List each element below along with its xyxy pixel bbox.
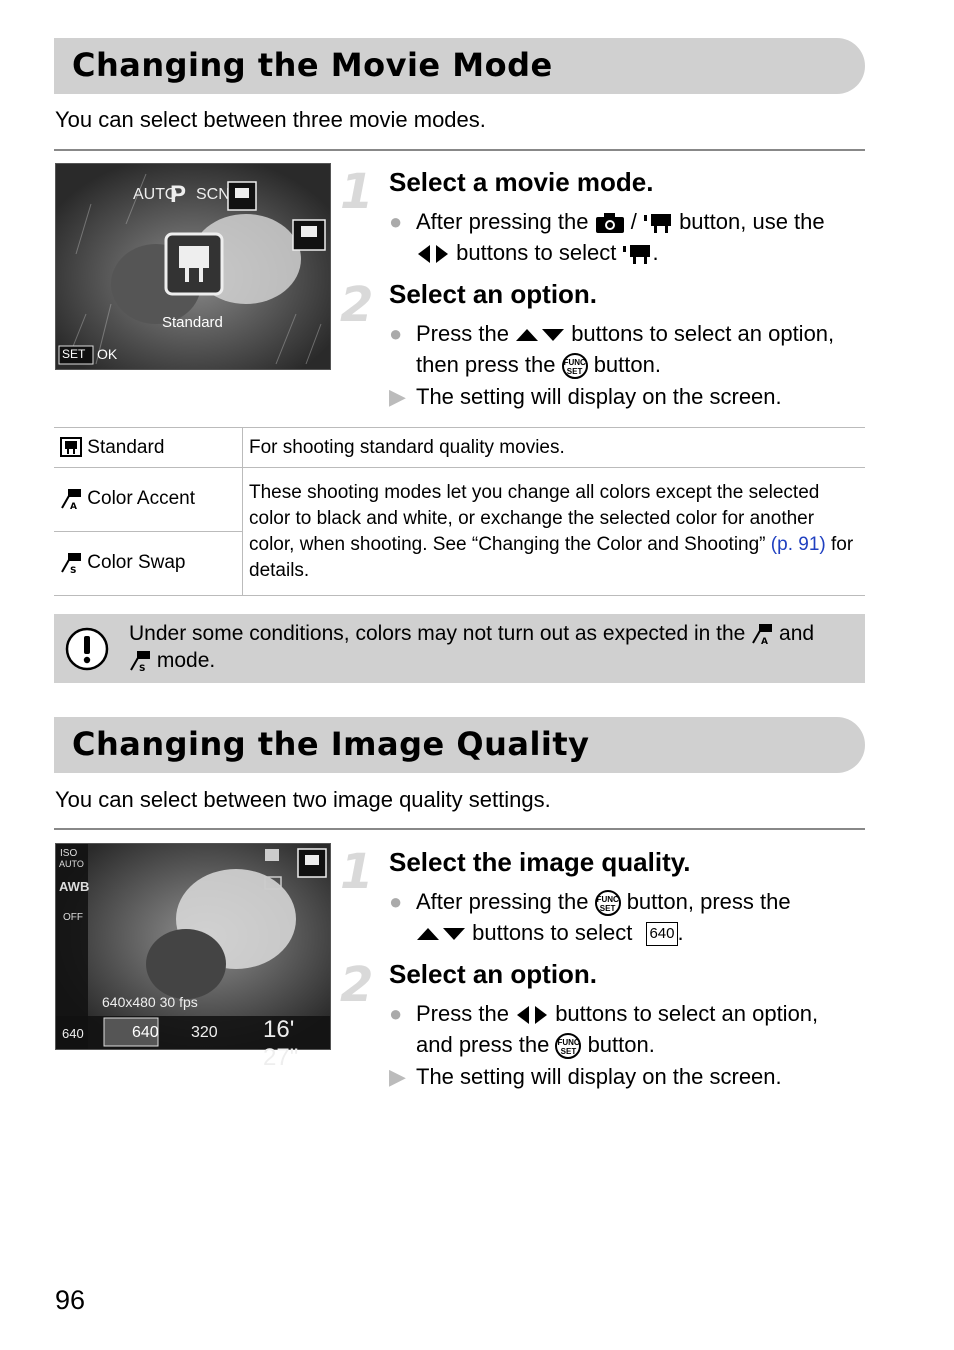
step-result: ▶ The setting will display on the screen.: [389, 1061, 869, 1092]
func-set-button-icon: FUNC SET: [562, 353, 588, 379]
table-row: [54, 428, 865, 468]
section-intro: You can select between three movie modes.: [55, 107, 486, 132]
step-title: Select the image quality.: [389, 847, 691, 877]
step-title: Select a movie mode.: [389, 167, 654, 197]
camera-screen-image-quality: [55, 843, 331, 1071]
func-set-button-icon: FUNC SET: [555, 1033, 581, 1059]
table-cell-mode: S Color Swap: [54, 532, 243, 596]
mode-p-label: P: [170, 181, 187, 208]
table-cell-desc: These shooting modes let you change all colors except the selected color to black and white, or exchange the selected color for another color, when shooting. See “Changing the Color and Shooting” (p. 91) for details.: [243, 468, 866, 596]
step-number: 2: [340, 277, 374, 333]
remaining-time: 16' 27": [263, 1016, 299, 1071]
current-quality-label: 640: [62, 1026, 84, 1041]
ok-label: OK: [97, 346, 118, 362]
step-bullet: ● Press the buttons to select an option, and press the FUNC SET button.: [389, 998, 869, 1060]
mode-scn-label: SCN: [196, 186, 230, 203]
left-right-arrows-icon: [416, 244, 450, 264]
movie-mode-table: [54, 427, 865, 596]
mode-auto-label: AUTO: [133, 186, 178, 203]
func-set-button-icon: FUNC SET: [595, 890, 621, 916]
color-accent-icon: [60, 488, 82, 513]
bullet-circle-icon: ●: [389, 209, 403, 234]
step-number: 1: [340, 164, 374, 220]
result-arrow-icon: ▶: [389, 384, 406, 409]
flash-off-label: OFF: [63, 912, 83, 923]
awb-label: AWB: [59, 879, 90, 894]
step-number: 2: [340, 957, 374, 1013]
movie-icon: [643, 212, 673, 234]
left-right-arrows-icon: [515, 1005, 549, 1025]
up-down-arrows-icon: [515, 327, 565, 343]
camera-lcd-image: [56, 164, 330, 369]
color-accent-icon: [751, 623, 773, 648]
quality-option-640[interactable]: 640: [132, 1024, 159, 1041]
quality-640-icon: 640: [646, 922, 677, 946]
caution-icon: [65, 627, 109, 671]
step-number: 1: [340, 844, 374, 900]
divider: [54, 149, 865, 151]
step-title: Select an option.: [389, 279, 598, 309]
bullet-circle-icon: ●: [389, 1001, 403, 1026]
caution-note: [54, 614, 865, 683]
table-cell-mode: Standard: [54, 428, 243, 468]
color-swap-icon: [60, 552, 82, 577]
svg-text:S: S: [139, 664, 146, 675]
standard-movie-icon: [60, 437, 82, 457]
caution-text: Under some conditions, colors may not turn out as expected in the A and S mode.: [129, 622, 815, 675]
svg-text:A: A: [761, 637, 769, 648]
iso-label: ISO: [60, 848, 78, 859]
page-reference-link[interactable]: (p. 91): [770, 533, 826, 555]
step-result: ▶ The setting will display on the screen.: [389, 381, 869, 412]
svg-text:A: A: [70, 502, 77, 513]
result-arrow-icon: ▶: [389, 1064, 406, 1089]
quality-info-label: 640x480 30 fps: [102, 994, 198, 1010]
up-down-arrows-icon: [416, 926, 466, 942]
iso-auto-label: AUTO: [59, 859, 84, 869]
step-title: Select an option.: [389, 959, 598, 989]
movie-icon: [622, 243, 652, 265]
section-header-image-quality: [54, 717, 865, 773]
step-bullet: ● After pressing the FUNC SET button, press the buttons to select 640 .: [389, 886, 869, 948]
camera-screen-movie-mode: [55, 163, 331, 370]
mode-name-label: Standard: [162, 314, 223, 331]
table-row: [54, 468, 865, 532]
divider: [54, 828, 865, 830]
section-title: Changing the Movie Mode: [72, 46, 553, 84]
quality-option-320[interactable]: 320: [191, 1024, 218, 1041]
step-bullet: ● Press the buttons to select an option, then press the FUNC SET button.: [389, 318, 869, 380]
svg-text:S: S: [70, 566, 77, 577]
page-number: 96: [55, 1285, 86, 1315]
section-title: Changing the Image Quality: [72, 725, 590, 763]
section-header-movie-mode: [54, 38, 865, 94]
bullet-circle-icon: ●: [389, 889, 403, 914]
step-bullet: ● After pressing the / button, use the buttons to select .: [389, 206, 869, 268]
section-intro: You can select between two image quality settings.: [55, 787, 551, 812]
bullet-circle-icon: ●: [389, 321, 403, 346]
table-cell-mode: A Color Accent: [54, 468, 243, 532]
table-cell-desc: For shooting standard quality movies.: [243, 428, 866, 468]
camera-icon: [595, 212, 625, 234]
set-badge: SET: [62, 347, 86, 361]
color-swap-icon: [129, 650, 151, 675]
